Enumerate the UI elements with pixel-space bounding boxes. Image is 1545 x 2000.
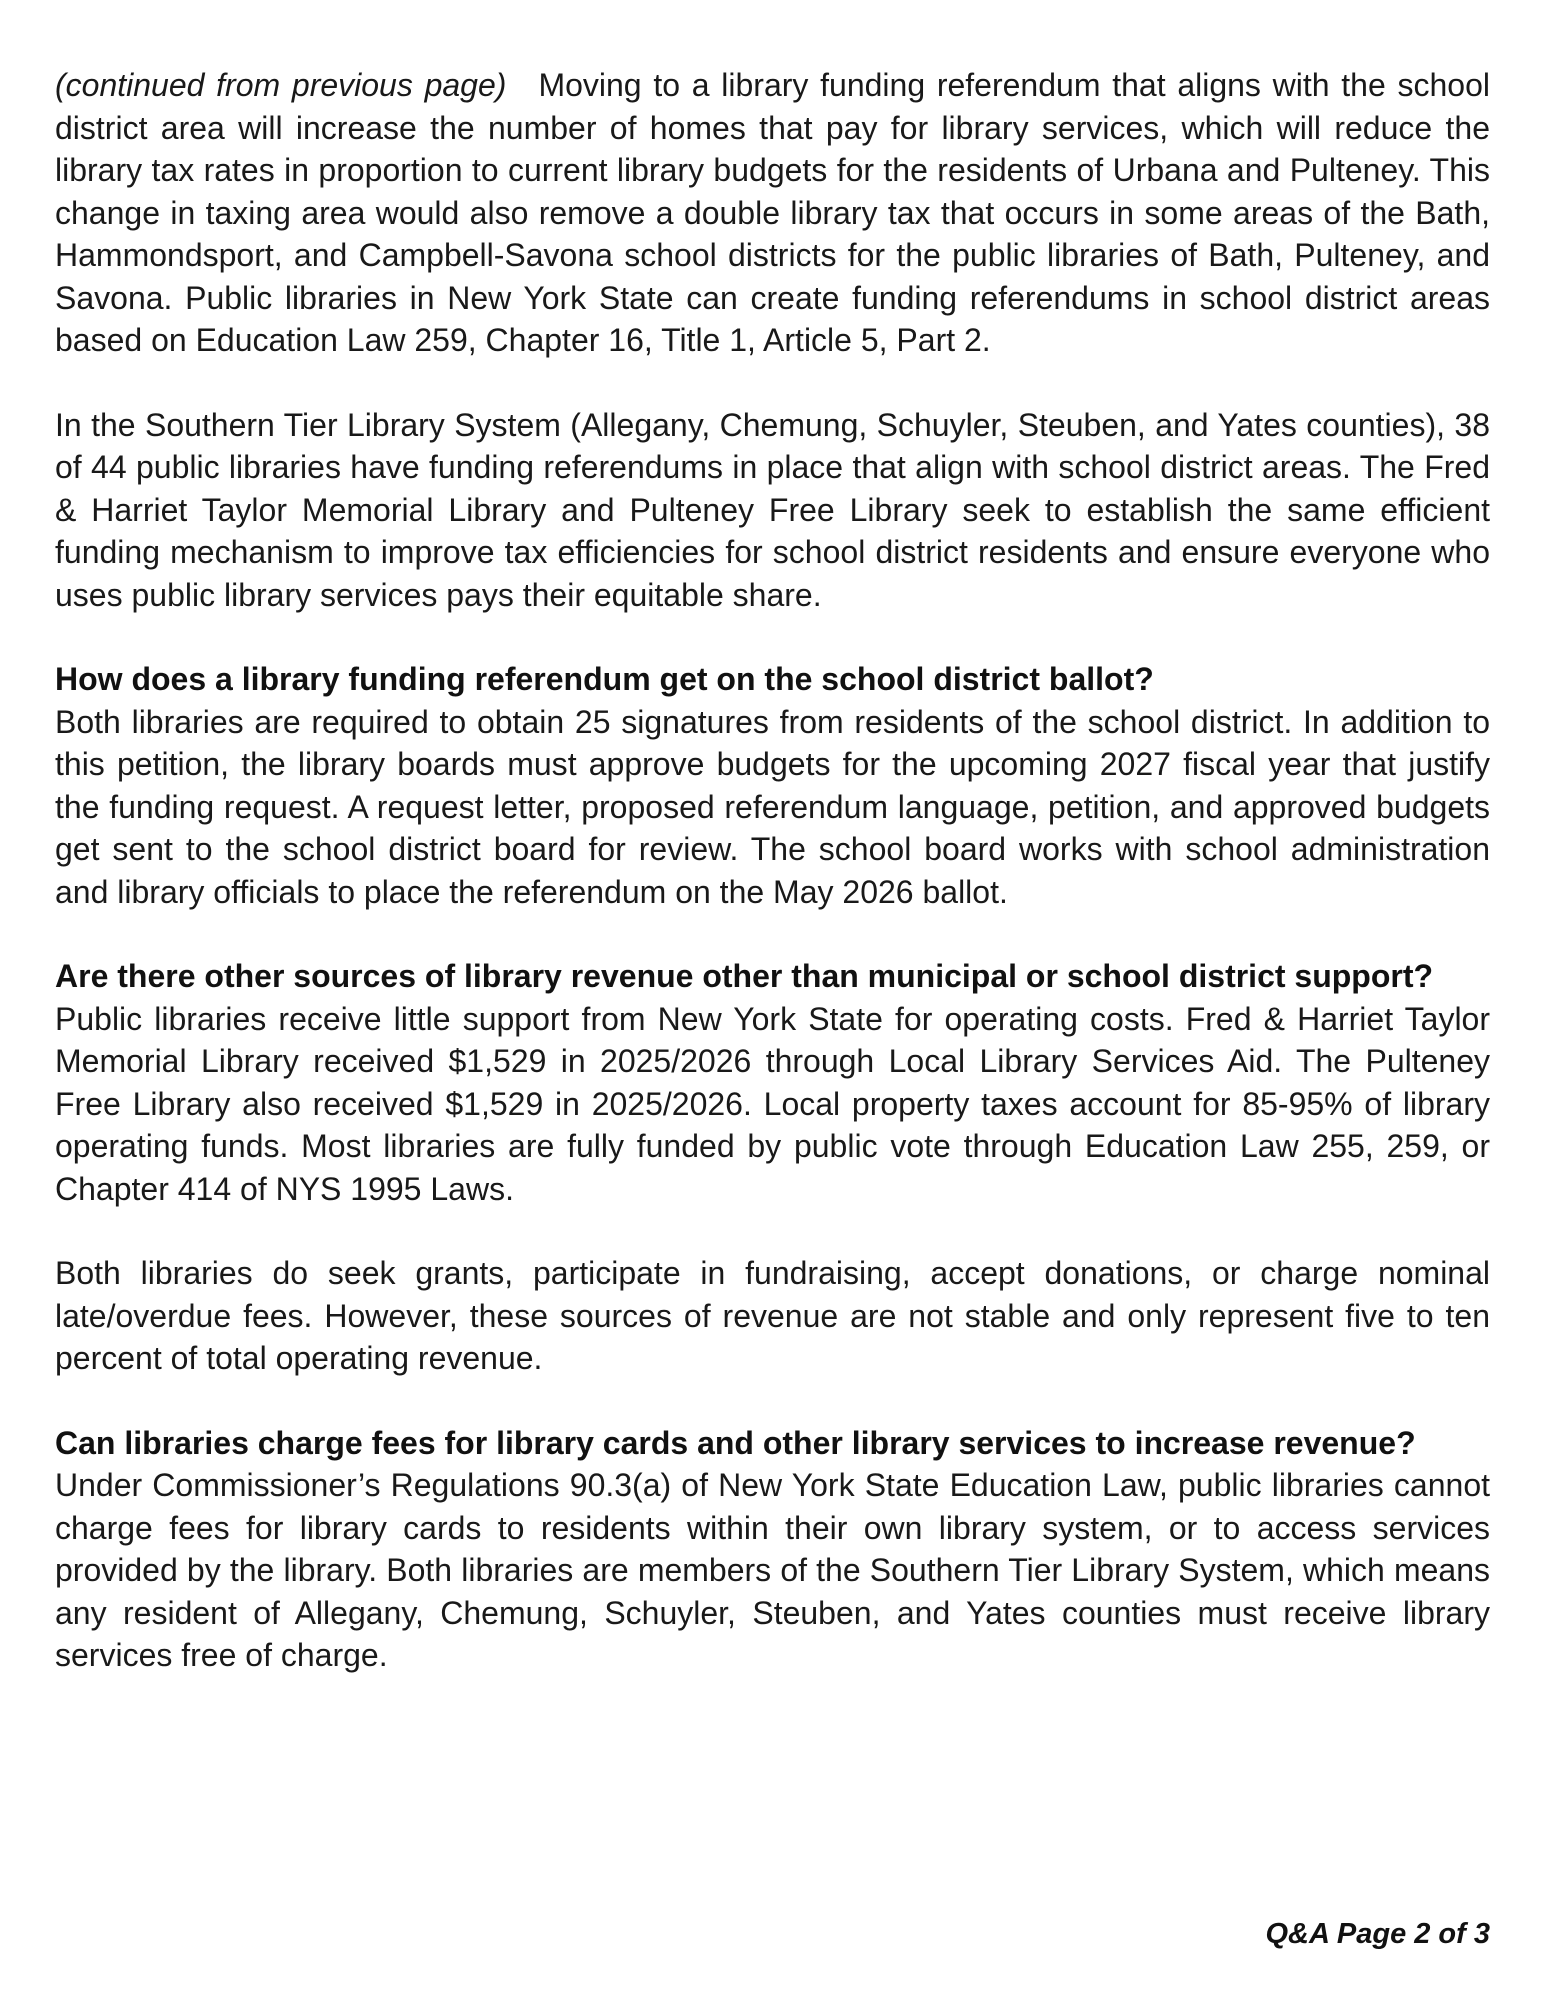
paragraph-text: Moving to a library funding referendum that aligns with the school district area will increase the number of homes that pay for library services, which will reduce the library tax rates in proportion to current library budgets for the residents of Urbana and Pulteney. This change in taxing area would also remove a double library tax that occurs in some areas of the Bath, Hammondsport, and Campbell-Savona school districts for the public libraries of Bath, Pulteney, and Savona. Public libraries in New York State can create funding referendums in school district areas based on Education Law 259, Chapter 16, Title 1, Article 5, Part 2. (55, 67, 1491, 358)
section-heading-ballot-question: How does a library funding referendum get on the school district ballot? (55, 661, 1154, 697)
page-footer: Q&A Page 2 of 3 (1265, 1918, 1490, 1950)
paragraph-state-aid-answer: Public libraries receive little support from New York State for operating costs. Fred & Harriet Taylor Memorial Library received $1,529 in 2025/2026 through Local Library Services Aid. The Pulteney Free Library also received $1,529 in 2025/2026. Local property taxes account for 85-95% of library operating funds. Most libraries are fully funded by public vote through Education Law 255, 259, or Chapter 414 of NYS 1995 Laws. (55, 1000, 1490, 1207)
continued-from-previous-page-note: (continued from previous page) (55, 67, 507, 103)
paragraph-continued (55, 64, 1490, 362)
paragraph-fees-answer: Under Commissioner’s Regulations 90.3(a) of New York State Education Law, public libraries cannot charge fees for library cards to residents within their own library system, or to access services provided by the library. Both libraries are members of the Southern Tier Library System, which means any resident of Allegany, Chemung, Schuyler, Steuben, and Yates counties must receive library services free of charge. (55, 1467, 1490, 1673)
paragraph-ballot-answer: Both libraries are required to obtain 25 signatures from residents of the school district. In addition to this petition, the library boards must approve budgets for the upcoming 2027 fiscal year that justify the funding request. A request letter, proposed referendum language, petition, and approved budgets get sent to the school district board for review. The school board works with school administration and library officials to place the referendum on the May 2026 ballot. (55, 703, 1490, 910)
section-heading-fees-question: Can libraries charge fees for library cards and other library services to increase revenue? (55, 1424, 1416, 1461)
paragraph-southern-tier-system: In the Southern Tier Library System (Allegany, Chemung, Schuyler, Steuben, and Yates counties), 38 of 44 public libraries have funding referendums in place that align with school district areas. The Fred & Harriet Taylor Memorial Library and Pulteney Free Library seek to establish the same efficient funding mechanism to improve tax efficiencies for school district residents and ensure everyone who uses public library services pays their equitable share. (55, 406, 1490, 613)
section-heading-other-revenue-question: Are there other sources of library revenue other than municipal or school district support? (55, 958, 1434, 994)
paragraph-grants-donations: Both libraries do seek grants, participate in fundraising, accept donations, or charge nominal late/overdue fees. However, these sources of revenue are not stable and only represent five to ten percent of total operating revenue. (55, 1255, 1490, 1376)
